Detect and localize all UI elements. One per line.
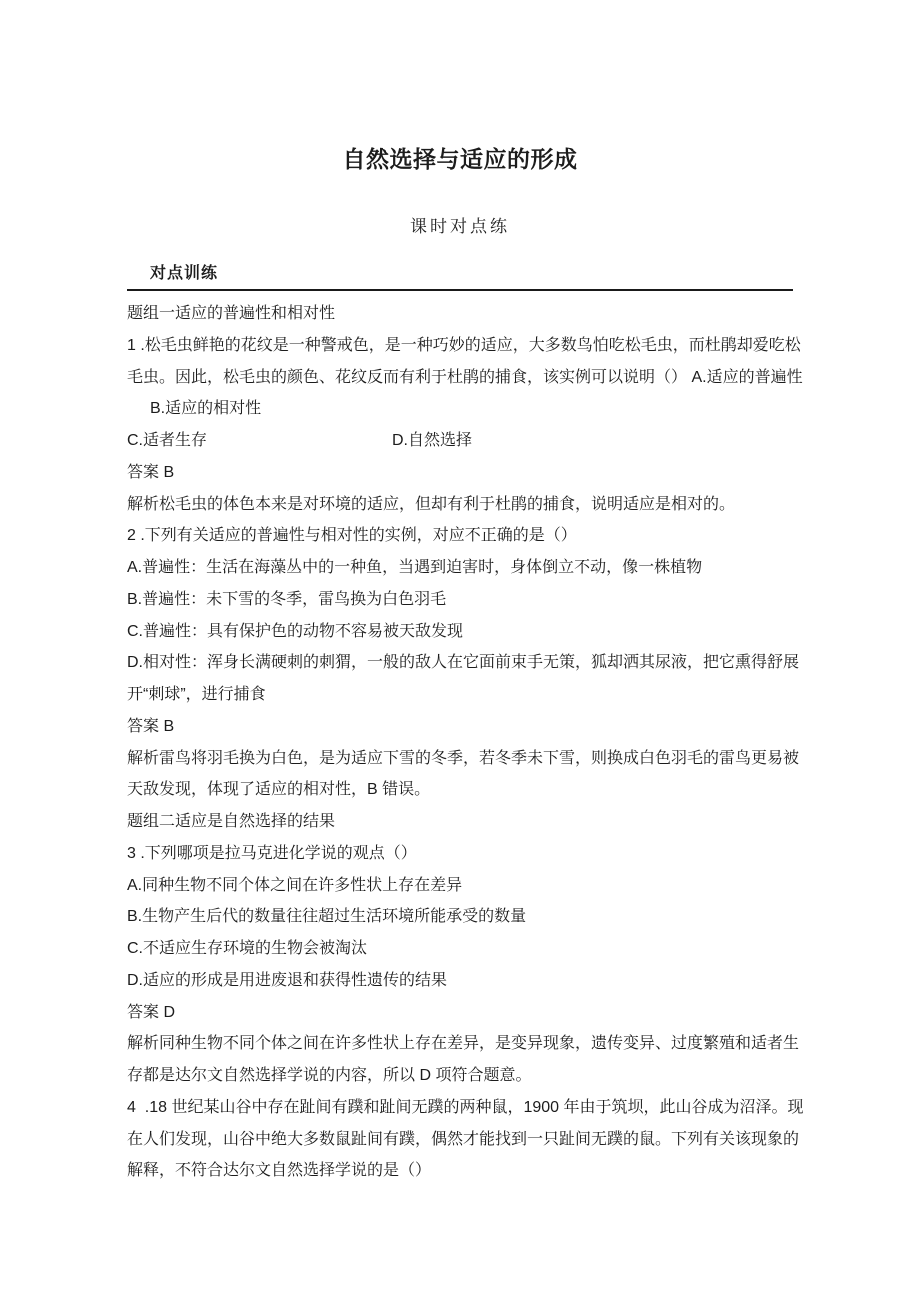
body-line: 在人们发现，山谷中绝大多数鼠趾间有蹼，偶然才能找到一只趾间无蹼的鼠。下列有关该现象的 <box>127 1130 800 1148</box>
body-line: A.同种生物不同个体之间在许多性状上存在差异 <box>127 876 463 894</box>
option-right: D.自然选择 <box>392 432 473 449</box>
section-divider <box>127 289 793 291</box>
body-line: A.普遍性：生活在海藻丛中的一种鱼，当遇到迫害时，身体倒立不动，像一株植物 <box>127 559 703 576</box>
body-line: 解析松毛虫的体色本来是对环境的适应，但却有利于杜鹃的捕食，说明适应是相对的。 <box>127 495 736 513</box>
body-line: 答案 D <box>127 1003 176 1021</box>
option-left: C.适者生存 <box>127 432 208 449</box>
body-line: C.不适应生存环境的生物会被淘汰 <box>127 940 368 957</box>
body-line: 解释，不符合达尔文自然选择学说的是（） <box>127 1162 432 1180</box>
body-line: 存都是达尔文自然选择学说的内容，所以 D 项符合题意。 <box>127 1067 532 1084</box>
document-title: 自然选择与适应的形成 <box>342 146 578 172</box>
body-line: 题组二适应是自然选择的结果 <box>127 813 336 830</box>
body-line: 毛虫。因此，松毛虫的颜色、花纹反而有利于杜鹃的捕食，该实例可以说明（） A.适应的普遍性 <box>127 368 803 386</box>
section-header: 对点训练 <box>150 265 219 282</box>
body-line: 1 .松毛虫鲜艳的花纹是一种警戒色，是一种巧妙的适应，大多数鸟怕吃松毛虫，而杜鹃却爱吃松 <box>127 336 801 354</box>
body-line: 2 .下列有关适应的普遍性与相对性的实例，对应不正确的是（） <box>127 527 577 545</box>
body-line: 天敌发现，体现了适应的相对性，B 错误。 <box>127 781 431 799</box>
body-line: 题组一适应的普遍性和相对性 <box>127 305 336 322</box>
body-line <box>127 425 797 457</box>
body-line: D.相对性：浑身长满硬刺的刺猬，一般的敌人在它面前束手无策，狐却洒其尿液，把它熏得舒展 <box>127 654 800 672</box>
body-line: 解析同种生物不同个体之间在许多性状上存在差异，是变异现象，遗传变异、过度繁殖和适者生 <box>127 1035 800 1053</box>
body-line: 4 .18 世纪某山谷中存在趾间有蹼和趾间无蹼的两种鼠，1900 年由于筑坝，此山谷成为沼泽。现 <box>127 1098 804 1116</box>
body-line: 3 .下列哪项是拉马克进化学说的观点（） <box>127 844 417 862</box>
body-line: 答案 B <box>127 463 175 481</box>
body-line: B.普遍性：未下雪的冬季，雷鸟换为白色羽毛 <box>127 590 447 608</box>
body-line: C.普遍性：具有保护色的动物不容易被天敌发现 <box>127 622 464 640</box>
body-line: B.生物产生后代的数量往往超过生活环境所能承受的数量 <box>127 908 527 926</box>
body-line: D.适应的形成是用进废退和获得性遗传的结果 <box>127 971 448 989</box>
body-line: 解析雷鸟将羽毛换为白色，是为适应下雪的冬季，若冬季未下雪，则换成白色羽毛的雷鸟更易被 <box>127 749 800 767</box>
body-line: B.适应的相对性 <box>150 400 262 418</box>
document-body <box>127 298 804 1187</box>
document-subtitle: 课时对点练 <box>410 217 510 236</box>
body-line: 答案 B <box>127 717 175 735</box>
body-line: 开“刺球”，进行捕食 <box>127 686 266 703</box>
